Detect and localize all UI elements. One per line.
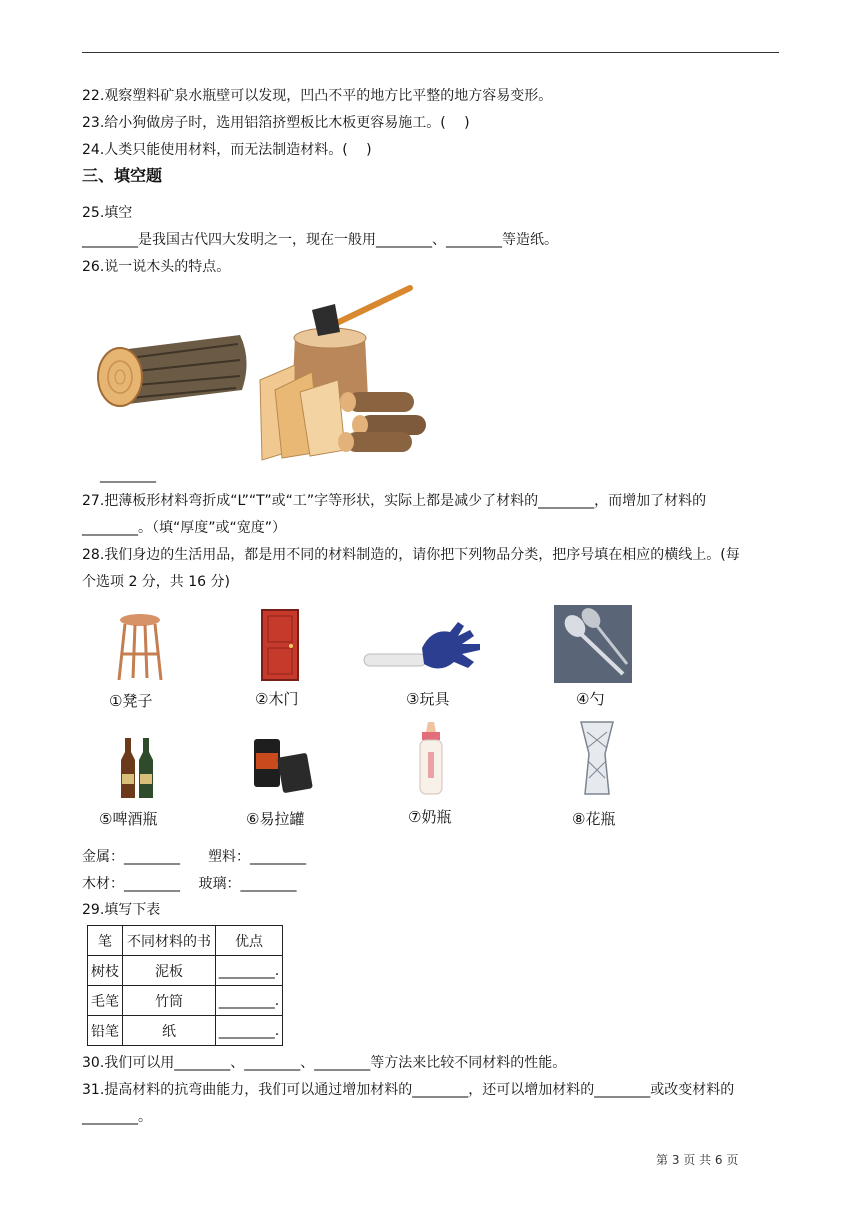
- question-25-body: ________是我国古代四大发明之一，现在一般用________、________等造纸。: [82, 232, 558, 248]
- question-28-line1: 28.我们身边的生活用品，都是用不同的材料制造的，请你把下列物品分类，把序号填在相应的横线上。(每: [82, 547, 740, 563]
- table-header-cell: 笔: [88, 926, 123, 956]
- pens-table: [87, 925, 283, 1046]
- stool-icon: [115, 612, 165, 682]
- beer-bottles-icon: [115, 734, 159, 800]
- question-28-line2: 个选项 2 分，共 16 分): [82, 574, 230, 590]
- table-cell: ________.: [216, 956, 283, 986]
- section-heading-fill-blank: 三、填空题: [82, 166, 163, 185]
- classify-wood-glass: 木材：________ 玻璃：________: [82, 876, 297, 892]
- question-25-title: 25.填空: [82, 205, 133, 221]
- log-image: [98, 335, 247, 406]
- vase-icon: [577, 718, 617, 798]
- question-26-title: 26.说一说木头的特点。: [82, 259, 231, 275]
- question-27-line1: 27.把薄板形材料弯折成“L”“T”或“工”字等形状，实际上都是减少了材料的________，而增加了材料的: [82, 493, 707, 509]
- wooden-door-icon: [260, 608, 300, 682]
- table-cell: ________.: [216, 986, 283, 1016]
- spoons-icon: [553, 604, 633, 684]
- header-rule: [82, 52, 779, 53]
- question-26-answer-blank: ________: [100, 467, 156, 483]
- question-23: 23.给小狗做房子时，选用铝箔挤塑板比木板更容易施工。( ): [82, 115, 470, 131]
- table-row: [88, 986, 283, 1016]
- table-cell: 树枝: [88, 956, 123, 986]
- table-cell: ________.: [216, 1016, 283, 1046]
- item-label-7: ⑦奶瓶: [408, 808, 452, 826]
- classify-metal-plastic: 金属：________ 塑料：________: [82, 849, 306, 865]
- table-header-row: [88, 926, 283, 956]
- table-cell: 毛笔: [88, 986, 123, 1016]
- item-label-5: ⑤啤酒瓶: [99, 810, 158, 828]
- table-header-cell: 优点: [216, 926, 283, 956]
- item-label-8: ⑧花瓶: [572, 810, 616, 828]
- cans-icon: [250, 735, 314, 795]
- question-31-line2: ________。: [82, 1109, 152, 1125]
- baby-bottle-icon: [414, 720, 448, 796]
- wood-illustration: [90, 280, 435, 465]
- table-cell: 竹筒: [123, 986, 216, 1016]
- question-29-title: 29.填写下表: [82, 902, 161, 918]
- table-cell: 铅笔: [88, 1016, 123, 1046]
- table-row: [88, 956, 283, 986]
- page-number: 第 3 页 共 6 页: [656, 1153, 739, 1167]
- item-label-6: ⑥易拉罐: [246, 810, 305, 828]
- item-label-3: ③玩具: [406, 690, 450, 708]
- table-cell: 纸: [123, 1016, 216, 1046]
- question-27-line2: ________。（填“厚度”或“宽度”）: [82, 520, 287, 536]
- question-24: 24.人类只能使用材料，而无法制造材料。( ): [82, 142, 372, 158]
- table-row: [88, 1016, 283, 1046]
- item-label-4: ④勺: [576, 690, 605, 708]
- table-header-cell: 不同材料的书: [123, 926, 216, 956]
- question-30: 30.我们可以用________、________、________等方法来比较不同材料的性能。: [82, 1055, 567, 1071]
- question-31-line1: 31.提高材料的抗弯曲能力，我们可以通过增加材料的________，还可以增加材料的________或改变材料的: [82, 1082, 735, 1098]
- item-label-1: ①凳子: [109, 692, 153, 710]
- table-cell: 泥板: [123, 956, 216, 986]
- small-logs-image: [338, 392, 426, 452]
- toy-hand-icon: [362, 618, 487, 680]
- item-label-2: ②木门: [255, 690, 299, 708]
- question-22: 22.观察塑料矿泉水瓶壁可以发现，凹凸不平的地方比平整的地方容易变形。: [82, 88, 553, 104]
